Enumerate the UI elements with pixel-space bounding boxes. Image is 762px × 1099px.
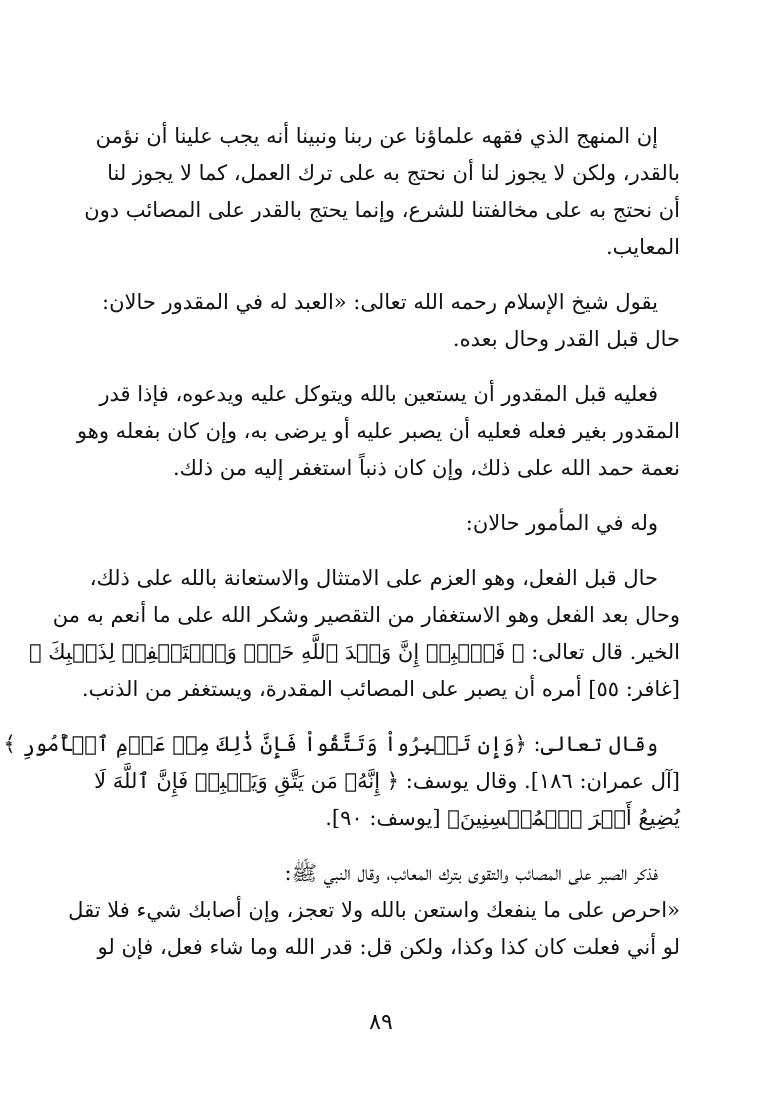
text-line: وحال بعد الفعل وهو الاستغفار من التقصير وشكر الله على ما أنعم به من bbox=[52, 603, 680, 627]
text-line: بالقدر، ولكن لا يجوز لنا أن نحتج به على ترك العمل، كما لا يجوز لنا bbox=[107, 161, 680, 185]
quran-verse-line: وقال تعالى: ﴿وَإِن تَصۡبِرُواْ وَتَتَّقُواْ فَإِنَّ ذَٰلِكَ مِنۡ عَزۡمِ ٱلۡأُمُورِ ﴾ bbox=[3, 732, 658, 756]
page-number: ٨٩ bbox=[369, 1010, 393, 1035]
text-line: حال قبل القدر وحال بعده. bbox=[452, 327, 680, 351]
paragraph-6 bbox=[3, 726, 680, 837]
hadith-line: «احرص على ما ينفعك واستعن بالله ولا تعجز، وإن أصابك شيء فلا تقل bbox=[68, 898, 680, 922]
text-line: نعمة حمد الله على ذلك، وإن كان ذنباً استغفر إليه من ذلك. bbox=[172, 456, 680, 480]
text-line: فذكر الصبر على المصائب والتقوى بترك المعائب، وقال النبي ﷺ: bbox=[284, 861, 658, 885]
quran-verse-line: [آل عمران: ١٨٦]. وقال يوسف: ﴿ إِنَّهُۥ مَن يَتَّقِ وَيَصۡبِرۡ فَإِنَّ ٱللَّهَ لَا bbox=[94, 769, 680, 793]
text-line: المقدور بغير فعله فعليه أن يصبر عليه أو يرضى به، وإن كان بفعله وهو bbox=[76, 419, 680, 443]
text-line: إن المنهج الذي فقهه علماؤنا عن ربنا ونبينا أنه يجب علينا أن نؤمن bbox=[95, 124, 658, 148]
paragraph-5 bbox=[28, 560, 680, 708]
quran-verse-line: الخير. قال تعالى: ﴿ فَٱصۡبِرۡ إِنَّ وَعۡدَ ٱللَّهِ حَقّٞ وَٱسۡتَغۡفِرۡ لِذَنۢبِكَ ﴾ bbox=[28, 640, 680, 664]
text-line: حال قبل الفعل، وهو العزم على الامتثال والاستعانة بالله على ذلك، bbox=[89, 566, 658, 590]
paragraph-2 bbox=[82, 284, 680, 358]
text-line: فعليه قبل المقدور أن يستعين بالله ويتوكل عليه ويدعوه، فإذا قدر bbox=[99, 382, 658, 406]
text-line: أن نحتج به على مخالفتنا للشرع، وإنما يحتج بالقدر على المصائب دون bbox=[84, 198, 680, 222]
paragraph-4 bbox=[82, 505, 680, 542]
hadith-line: لو أني فعلت كان كذا وكذا، ولكن قل: قدر الله وما شاء فعل، فإن لو bbox=[97, 935, 680, 959]
paragraph-1 bbox=[82, 118, 680, 266]
page-body bbox=[3, 118, 680, 984]
text-line: يقول شيخ الإسلام رحمه الله تعالى: «العبد له في المقدور حالان: bbox=[102, 290, 658, 314]
quran-verse-line: يُضِيعُ أَجۡرَ ٱلۡمُحۡسِنِينَ﴾ [يوسف: ٩٠]. bbox=[325, 806, 680, 830]
text-line: وله في المأمور حالان: bbox=[465, 511, 658, 535]
paragraph-3 bbox=[76, 376, 680, 487]
text-line: المعايب. bbox=[605, 235, 680, 259]
paragraph-7 bbox=[68, 855, 680, 966]
text-line: [غافر: ٥٥] أمره أن يصبر على المصائب المقدرة، ويستغفر من الذنب. bbox=[81, 677, 680, 701]
